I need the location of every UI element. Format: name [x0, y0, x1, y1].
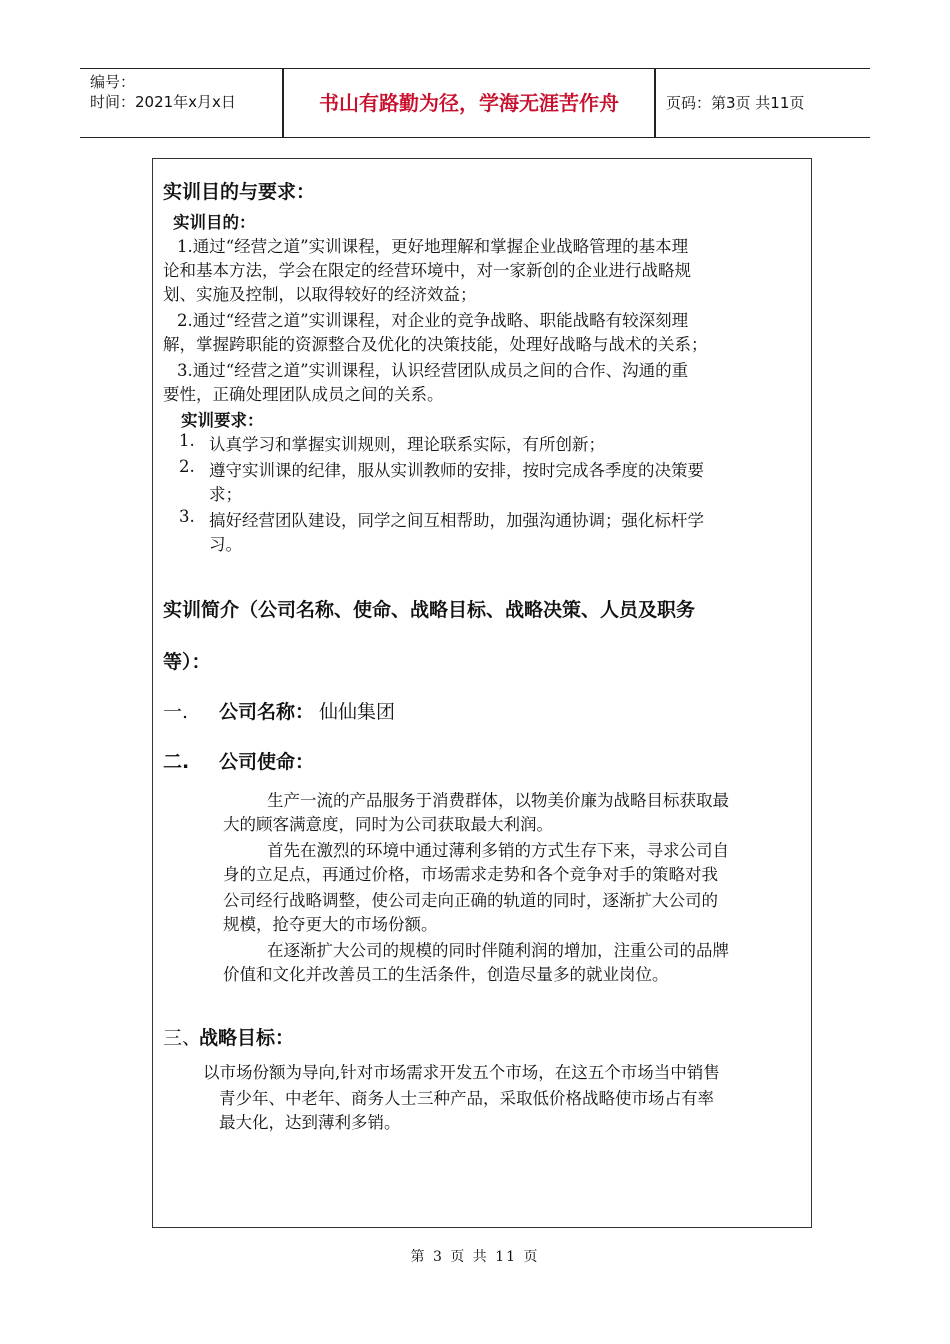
mission-line: 价值和文化并改善员工的生活条件，创造尽量多的就业岗位。	[223, 965, 669, 984]
header-meta	[80, 69, 280, 137]
req-line: 求；	[209, 485, 242, 504]
purpose-line: 论和基本方法，学会在限定的经营环境中，对一家新创的企业进行战略规	[163, 261, 691, 280]
strategic-goal-label: 战略目标：	[199, 1027, 295, 1049]
mission-label: 公司使命：	[219, 751, 315, 773]
req-line: 搞好经营团队建设，同学之间互相帮助，加强沟通协调；强化标杆学	[209, 511, 704, 530]
page-footer: 第 3 页 共 11 页	[410, 1249, 540, 1265]
goal-line: 青少年、中老年、商务人士三种产品，采取低价格战略使市场占有率	[219, 1089, 714, 1108]
header-divider	[654, 69, 656, 137]
req-number: 2.	[179, 457, 195, 476]
purpose-line: 2.通过“经营之道”实训课程，对企业的竞争战略、职能战略有较深刻理	[177, 311, 689, 330]
req-line: 遵守实训课的纪律，服从实训教师的安排，按时完成各季度的决策要	[209, 461, 704, 480]
section-title-intro: 实训简介（公司名称、使命、战略目标、战略决策、人员及职务	[163, 599, 696, 621]
mission-line: 生产一流的产品服务于消费群体，以物美价廉为战略目标获取最	[267, 791, 729, 810]
goal-line: 以市场份额为导向,针对市场需求开发五个市场，在这五个市场当中销售	[203, 1063, 720, 1082]
item-number: 三、	[163, 1027, 202, 1049]
item-number: 二.	[163, 751, 190, 773]
item-number: 一.	[163, 701, 189, 723]
purpose-line: 解，掌握跨职能的资源整合及优化的决策技能，处理好战略与战术的关系；	[163, 335, 708, 354]
req-number: 1.	[179, 431, 195, 450]
number-label: 编号：	[90, 73, 136, 91]
section-title-purpose-requirements: 实训目的与要求：	[163, 181, 316, 203]
mission-line: 在逐渐扩大公司的规模的同时伴随利润的增加，注重公司的品牌	[267, 941, 729, 960]
purpose-title: 实训目的：	[173, 213, 256, 232]
requirements-title: 实训要求：	[181, 411, 264, 430]
mission-line: 规模，抢夺更大的市场份额。	[223, 915, 438, 934]
time-label: 时间：2021年x月x日	[90, 93, 236, 111]
header-page-info: 页码：第3页 共11页	[666, 94, 805, 112]
mission-line: 身的立足点，再通过价格，市场需求走势和各个竞争对手的策略对我	[223, 865, 718, 884]
content-box	[152, 158, 812, 1228]
header-motto: 书山有路勤为径，学海无涯苦作舟	[319, 91, 619, 115]
purpose-line: 要性，正确处理团队成员之间的关系。	[163, 385, 444, 404]
company-name-label: 公司名称：	[219, 701, 315, 723]
section-title-intro-cont: 等）：	[163, 651, 211, 673]
purpose-line: 3.通过“经营之道”实训课程，认识经营团队成员之间的合作、沟通的重	[177, 361, 689, 380]
mission-line: 首先在激烈的环境中通过薄利多销的方式生存下来，寻求公司自	[267, 841, 729, 860]
document-header	[80, 68, 870, 138]
company-name-value: 仙仙集团	[319, 701, 396, 723]
req-number: 3.	[179, 507, 195, 526]
mission-line: 大的顾客满意度，同时为公司获取最大利润。	[223, 815, 553, 834]
purpose-line: 1.通过“经营之道”实训课程，更好地理解和掌握企业战略管理的基本理	[177, 237, 689, 256]
purpose-line: 划、实施及控制，以取得较好的经济效益；	[163, 285, 477, 304]
goal-line: 最大化，达到薄利多销。	[219, 1113, 401, 1132]
mission-line: 公司经行战略调整，使公司走向正确的轨道的同时，逐渐扩大公司的	[223, 891, 718, 910]
req-line: 习。	[209, 535, 242, 554]
req-line: 认真学习和掌握实训规则，理论联系实际，有所创新；	[209, 435, 605, 454]
